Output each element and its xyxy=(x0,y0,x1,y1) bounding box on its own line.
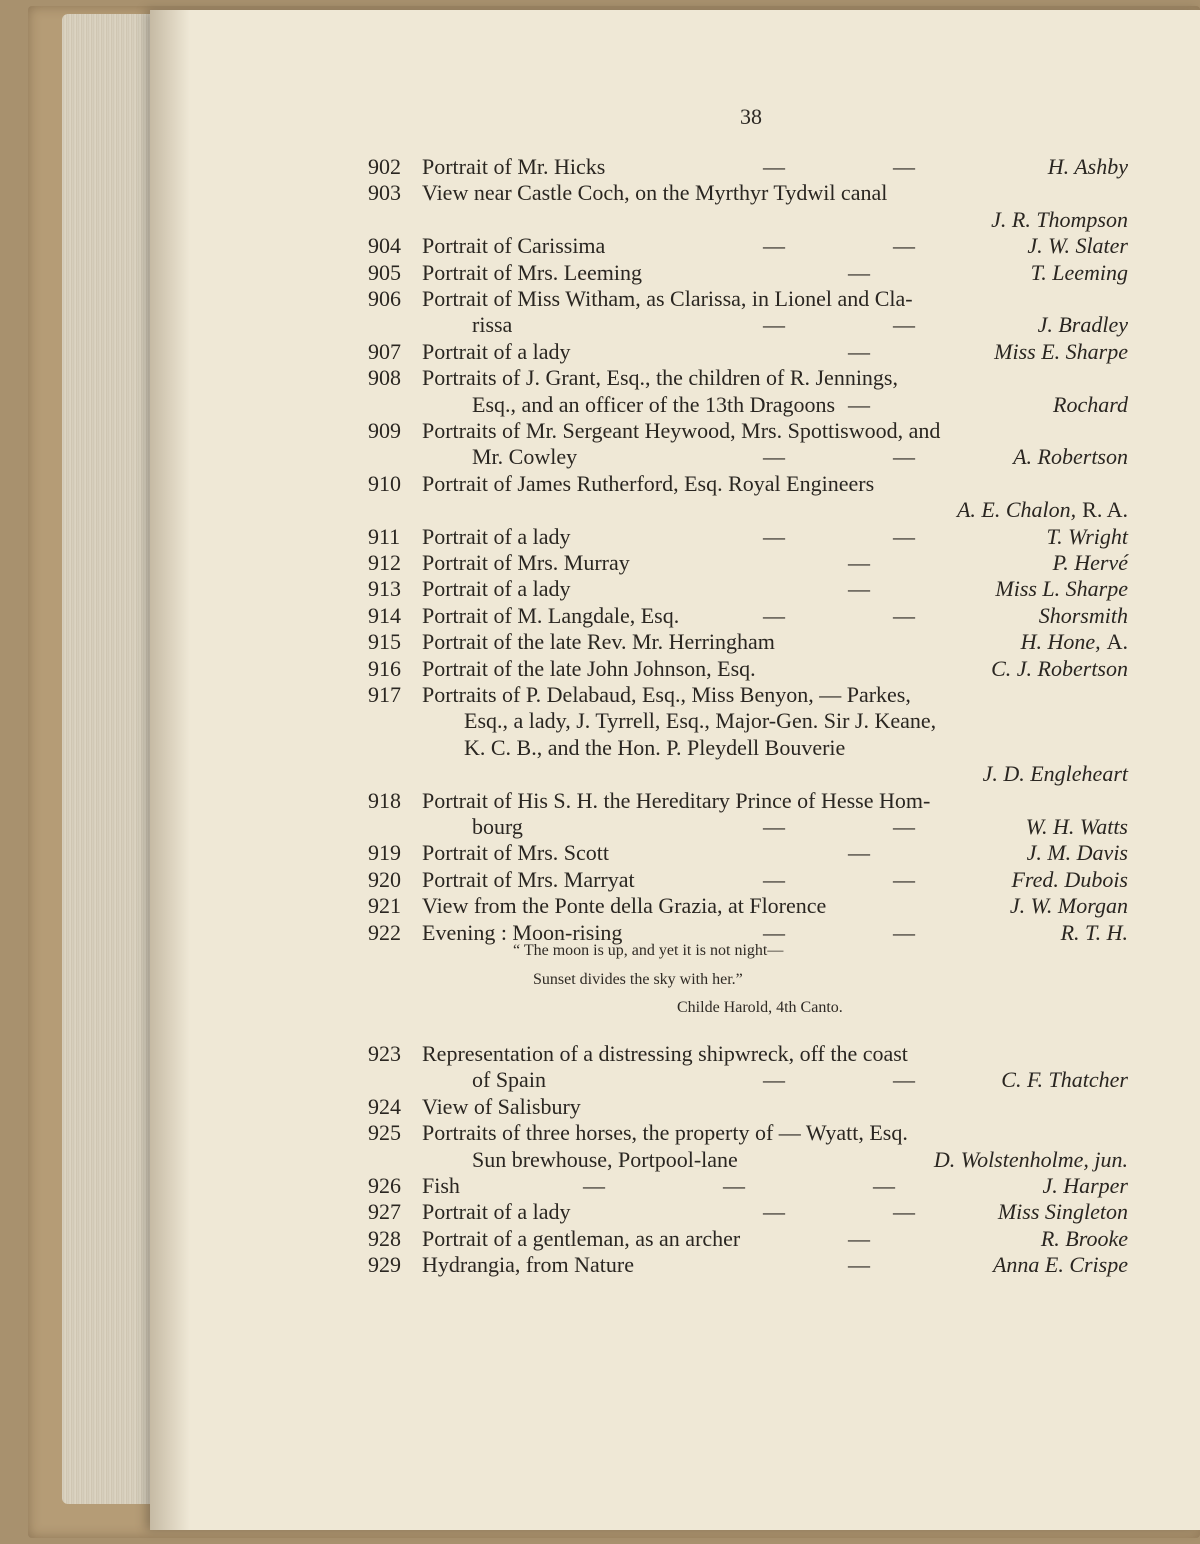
dash-separator: — xyxy=(763,233,785,259)
catalogue-entry-continuation xyxy=(368,708,1128,734)
artist-name xyxy=(995,576,1128,602)
entry-title-continuation: bourg xyxy=(472,814,523,839)
entry-title: Portrait of the late John Johnson, Esq. xyxy=(422,655,756,681)
artist-name-text: H. Ashby xyxy=(1047,154,1128,179)
entry-title: Portrait of the late Rev. Mr. Herringham xyxy=(422,629,775,655)
artist-name xyxy=(1061,920,1128,946)
artist-name-text: Miss E. Sharpe xyxy=(994,338,1128,364)
quote-line-1: “ The moon is up, and yet it is not night— xyxy=(513,942,784,959)
entry-number: 913 xyxy=(368,576,401,602)
quote-source: Childe Harold, 4th Canto. xyxy=(677,999,843,1016)
artist-name-text: R. T. H. xyxy=(1060,919,1128,945)
entry-number: 928 xyxy=(368,1225,401,1251)
entry-title-continuation: Esq., a lady, J. Tyrrell, Esq., Major-Gen. Sir J. Keane, xyxy=(464,708,937,734)
catalogue-entry xyxy=(368,471,1128,497)
artist-name xyxy=(1046,524,1128,550)
dash-separator: — xyxy=(893,1199,915,1225)
artist-name-text: H. Hone, xyxy=(1020,629,1101,655)
entry-number: 926 xyxy=(368,1173,401,1198)
entry-number: 929 xyxy=(368,1252,401,1278)
artist-name xyxy=(991,656,1128,682)
catalogue-entry-continuation xyxy=(368,814,1128,840)
artist-name xyxy=(1010,893,1128,919)
catalogue-entry xyxy=(368,180,1128,206)
entry-number: 903 xyxy=(368,180,401,206)
artist-name-text: A. Robertson xyxy=(1013,444,1128,470)
artist-name xyxy=(1021,629,1128,655)
catalogue-entry xyxy=(368,629,1128,655)
entry-number: 923 xyxy=(368,1041,401,1066)
dash-separator: — xyxy=(763,312,785,338)
entry-title: Fish xyxy=(422,1173,460,1198)
artist-name xyxy=(993,1252,1128,1278)
entry-title-continuation: rissa xyxy=(472,312,513,338)
artist-name xyxy=(1042,1173,1128,1199)
entry-title: Portrait of His S. H. the Hereditary Prince of Hesse Hom- xyxy=(422,787,931,813)
entry-number: 927 xyxy=(368,1199,401,1225)
entry-title: Portraits of three horses, the property of — Wyatt, Esq. xyxy=(422,1120,908,1146)
entry-title: Portrait of Carissima xyxy=(422,233,606,259)
catalogue-entry xyxy=(368,1041,1128,1067)
entry-number: 914 xyxy=(368,602,401,628)
dash-separator: — xyxy=(848,1252,870,1278)
entry-number: 908 xyxy=(368,365,401,391)
entry-title: View of Salisbury xyxy=(422,1093,581,1119)
entry-number: 917 xyxy=(368,682,401,707)
catalogue-entry-continuation xyxy=(368,444,1128,470)
entry-number: 912 xyxy=(368,550,401,575)
entry-number: 905 xyxy=(368,259,401,285)
artist-name xyxy=(1027,840,1128,866)
entry-number: 922 xyxy=(368,919,401,945)
catalogue-entry xyxy=(368,1120,1128,1146)
artist-name-text: J. D. Engleheart xyxy=(982,761,1128,787)
entry-title-continuation: of Spain xyxy=(472,1067,546,1093)
dash-separator: — xyxy=(893,233,915,259)
artist-name xyxy=(991,207,1128,233)
artist-name-text: Shorsmith xyxy=(1038,602,1128,628)
dash-separator: — xyxy=(763,154,785,179)
artist-name-text: J. W. Morgan xyxy=(1009,893,1128,919)
dash-separator: — xyxy=(893,312,915,338)
catalogue-entry xyxy=(368,1094,1128,1120)
catalogue-entry xyxy=(368,603,1128,629)
entry-title: Portraits of Mr. Sergeant Heywood, Mrs. Spottiswood, and xyxy=(422,418,941,443)
artist-name xyxy=(1053,550,1128,576)
dash-separator: — xyxy=(763,602,785,628)
entry-title: Portraits of J. Grant, Esq., the children of R. Jennings, xyxy=(422,365,898,391)
dash-separator: — xyxy=(763,814,785,839)
dash-separator: — xyxy=(763,523,785,549)
catalogue-entry xyxy=(368,524,1128,550)
dash-separator: — xyxy=(848,338,870,364)
catalogue-entry-artist-line xyxy=(368,207,1128,233)
entry-number: 921 xyxy=(368,893,401,919)
dash-separator: — xyxy=(848,840,870,866)
dash-separator: — xyxy=(848,259,870,285)
entry-title: Portrait of Mrs. Marryat xyxy=(422,866,635,892)
artist-name-text: W. H. Watts xyxy=(1025,814,1128,839)
artist-name xyxy=(1013,444,1128,470)
catalogue-entry xyxy=(368,1226,1128,1252)
entry-number: 920 xyxy=(368,866,401,892)
entry-number: 916 xyxy=(368,655,401,681)
dash-separator: — xyxy=(763,444,785,470)
dash-separator: — xyxy=(893,444,915,470)
dash-separator: — xyxy=(848,1225,870,1251)
artist-name-text: J. Bradley xyxy=(1037,312,1128,338)
catalogue-entry xyxy=(368,788,1128,814)
entry-title: View near Castle Coch, on the Myrthyr Tydwil canal xyxy=(422,180,888,206)
entry-title: Hydrangia, from Nature xyxy=(422,1252,634,1278)
artist-name xyxy=(998,1199,1128,1225)
page-gutter-shadow xyxy=(150,10,190,1530)
entry-title: Portrait of M. Langdale, Esq. xyxy=(422,602,680,628)
artist-name-text: Rochard xyxy=(1053,391,1128,417)
catalogue-entry-continuation xyxy=(368,735,1128,761)
artist-name-text: C. F. Thatcher xyxy=(1001,1067,1128,1093)
dash-separator: — xyxy=(893,602,915,628)
entry-number: 911 xyxy=(368,523,401,549)
entry-number: 906 xyxy=(368,286,401,311)
entry-title: Portrait of Mrs. Scott xyxy=(422,840,609,866)
artist-name-text: T. Wright xyxy=(1046,523,1128,549)
entry-title: Portrait of Mrs. Murray xyxy=(422,550,630,575)
entry-title: Portrait of Miss Witham, as Clarissa, in Lionel and Cla- xyxy=(422,286,913,311)
catalogue-entry xyxy=(368,576,1128,602)
artist-name xyxy=(1041,1226,1128,1252)
entry-title: Evening : Moon-rising xyxy=(422,919,623,945)
dash-separator: — xyxy=(848,391,870,417)
catalogue-entry xyxy=(368,893,1128,919)
artist-name-text: Fred. Dubois xyxy=(1011,866,1128,892)
dash-separator: — xyxy=(893,814,915,839)
dash-separator: — xyxy=(763,1067,785,1093)
dash-separator: — xyxy=(763,919,785,945)
catalogue-entry xyxy=(368,656,1128,682)
catalogue-entry xyxy=(368,260,1128,286)
catalogue-entry-artist-line xyxy=(368,761,1128,787)
catalogue-entry xyxy=(368,339,1128,365)
artist-name-text: J. Harper xyxy=(1042,1173,1128,1198)
dash-separator: — xyxy=(893,919,915,945)
artist-name-text: A. E. Chalon, xyxy=(956,497,1077,523)
entry-title-continuation: Mr. Cowley xyxy=(472,444,578,470)
catalogue-entry xyxy=(368,286,1128,312)
entry-title: Portrait of a lady xyxy=(422,1199,571,1225)
dash-separator: — xyxy=(848,576,870,602)
dash-separator: — xyxy=(763,866,785,892)
entry-title: View from the Ponte della Grazia, at Florence xyxy=(422,893,827,919)
dash-separator: — xyxy=(583,1173,605,1198)
artist-name-text: C. J. Robertson xyxy=(991,655,1128,681)
artist-name xyxy=(934,1147,1128,1173)
entry-title-continuation: K. C. B., and the Hon. P. Pleydell Bouverie xyxy=(464,734,846,760)
artist-name-text: J. M. Davis xyxy=(1026,840,1128,866)
entry-title: Portrait of a gentleman, as an archer xyxy=(422,1225,741,1251)
entry-number: 919 xyxy=(368,840,401,866)
entry-title: Portrait of a lady xyxy=(422,338,571,364)
catalogue-entry xyxy=(368,418,1128,444)
artist-name-text: T. Leeming xyxy=(1030,259,1128,285)
dash-separator: — xyxy=(893,866,915,892)
entry-title-continuation: Esq., and an officer of the 13th Dragoons xyxy=(472,391,836,417)
artist-name-text: Miss L. Sharpe xyxy=(995,576,1128,602)
catalogue-entry-continuation xyxy=(368,392,1128,418)
artist-suffix: A. xyxy=(1106,629,1128,655)
entry-title: Portrait of a lady xyxy=(422,576,571,602)
catalogue-entry xyxy=(368,154,1128,180)
artist-name xyxy=(1039,603,1128,629)
artist-name-text: D. Wolstenholme, jun. xyxy=(933,1146,1128,1172)
dash-separator: — xyxy=(848,550,870,575)
entry-number: 924 xyxy=(368,1093,401,1119)
catalogue-entry-continuation xyxy=(368,312,1128,338)
entry-number: 909 xyxy=(368,418,401,443)
dash-separator: — xyxy=(893,523,915,549)
catalogue-entry xyxy=(368,867,1128,893)
entry-number: 925 xyxy=(368,1120,401,1146)
artist-name-text: Anna E. Crispe xyxy=(992,1252,1128,1278)
catalogue-entry xyxy=(368,1252,1128,1278)
entry-title: Portrait of Mrs. Leeming xyxy=(422,259,642,285)
dash-separator: — xyxy=(873,1173,895,1198)
catalogue-entry xyxy=(368,1199,1128,1225)
artist-name xyxy=(1027,233,1128,259)
entry-title: Representation of a distressing shipwreck, off the coast xyxy=(422,1041,908,1066)
artist-name xyxy=(957,497,1128,523)
catalogue-entry xyxy=(368,365,1128,391)
entry-number: 918 xyxy=(368,787,401,813)
artist-name xyxy=(983,761,1128,787)
entry-number: 904 xyxy=(368,233,401,259)
artist-name xyxy=(1031,260,1128,286)
artist-name xyxy=(1053,392,1128,418)
dash-separator: — xyxy=(763,1199,785,1225)
page-number: 38 xyxy=(740,104,762,129)
catalogue-entry xyxy=(368,1173,1128,1199)
artist-name xyxy=(1038,312,1128,338)
artist-name-text: J. W. Slater xyxy=(1027,233,1128,259)
catalogue-entry-artist-line xyxy=(368,497,1128,523)
catalogue-entry-continuation xyxy=(368,1147,1128,1173)
artist-name xyxy=(1026,814,1128,840)
dash-separator: — xyxy=(893,154,915,179)
dash-separator: — xyxy=(723,1173,745,1198)
entry-title: Portrait of a lady xyxy=(422,523,571,549)
entry-number: 910 xyxy=(368,470,401,496)
catalogue-entry xyxy=(368,550,1128,576)
quote-line-2: Sunset divides the sky with her.” xyxy=(533,971,743,988)
entry-title-continuation: Sun brewhouse, Portpool-lane xyxy=(472,1146,738,1172)
entry-title: Portrait of James Rutherford, Esq. Royal Engineers xyxy=(422,470,875,496)
catalogue-entry xyxy=(368,840,1128,866)
entry-number: 915 xyxy=(368,629,401,655)
artist-name xyxy=(1011,867,1128,893)
artist-name-text: Miss Singleton xyxy=(997,1199,1128,1225)
artist-suffix: R. A. xyxy=(1082,497,1128,523)
artist-name xyxy=(1048,154,1128,180)
catalogue-entry-continuation xyxy=(368,1067,1128,1093)
entry-number: 902 xyxy=(368,154,401,179)
dash-separator: — xyxy=(893,1067,915,1093)
artist-name xyxy=(1001,1067,1128,1093)
catalogue-entry xyxy=(368,233,1128,259)
entry-title: Portraits of P. Delabaud, Esq., Miss Benyon, — Parkes, xyxy=(422,682,911,707)
artist-name-text: R. Brooke xyxy=(1040,1225,1128,1251)
catalogue-entry xyxy=(368,682,1128,708)
artist-name xyxy=(994,339,1128,365)
entry-title: Portrait of Mr. Hicks xyxy=(422,154,606,179)
artist-name-text: P. Hervé xyxy=(1052,550,1128,575)
artist-name-text: J. R. Thompson xyxy=(991,206,1128,232)
entry-number: 907 xyxy=(368,338,401,364)
